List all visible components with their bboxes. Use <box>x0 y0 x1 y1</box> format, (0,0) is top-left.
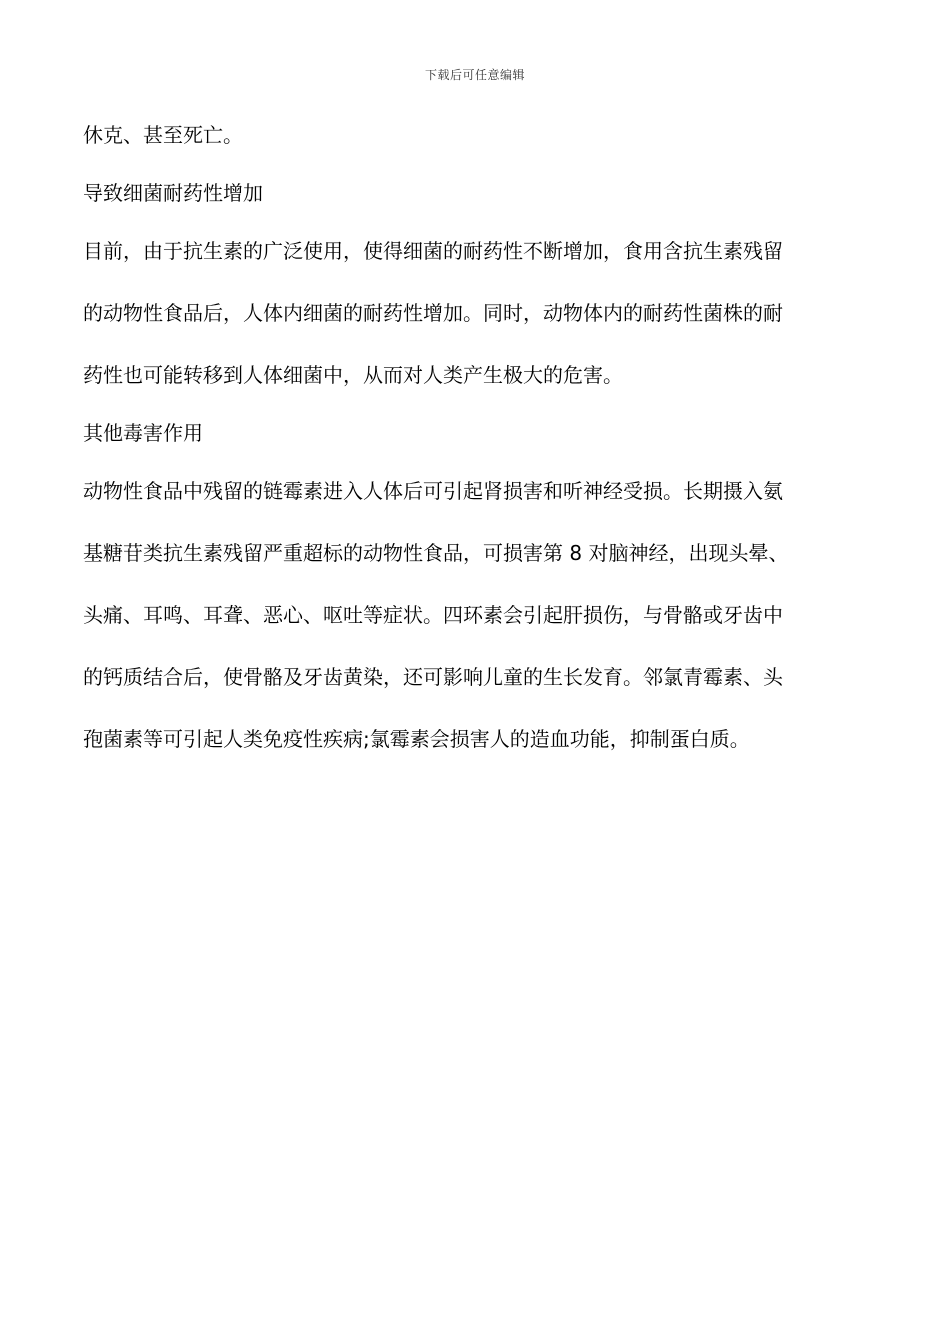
paragraph-other-toxicity <box>83 476 873 755</box>
section-heading-other-toxicity: 其他毒害作用 <box>83 421 203 445</box>
paragraph-line: 头痛、耳鸣、耳聋、恶心、呕吐等症状。四环素会引起肝损伤，与骨骼或牙齿中 <box>83 603 783 627</box>
paragraph-line: 的动物性食品后，人体内细菌的耐药性增加。同时，动物体内的耐药性菌株的耐 <box>83 301 783 325</box>
paragraph-line: 的钙质结合后，使骨骼及牙齿黄染，还可影响儿童的生长发育。邻氯青霉素、头 <box>83 665 783 689</box>
paragraph-line: 孢菌素等可引起人类免疫性疾病;氯霉素会损害人的造血功能，抑制蛋白质。 <box>83 727 750 751</box>
document-body <box>83 120 873 755</box>
intro-line: 休克、甚至死亡。 <box>83 123 243 147</box>
header-note: 下载后可任意编辑 <box>424 68 525 82</box>
paragraph-resistance <box>83 236 873 391</box>
paragraph-line: 目前，由于抗生素的广泛使用，使得细菌的耐药性不断增加，食用含抗生素残留 <box>83 239 783 263</box>
paragraph-line: 药性也可能转移到人体细菌中，从而对人类产生极大的危害。 <box>83 363 623 387</box>
section-heading-resistance: 导致细菌耐药性增加 <box>83 181 263 205</box>
paragraph-line: 动物性食品中残留的链霉素进入人体后可引起肾损害和听神经受损。长期摄入氨 <box>83 479 783 503</box>
paragraph-line: 基糖苷类抗生素残留严重超标的动物性食品，可损害第 8 对脑神经，出现头晕、 <box>83 541 789 565</box>
